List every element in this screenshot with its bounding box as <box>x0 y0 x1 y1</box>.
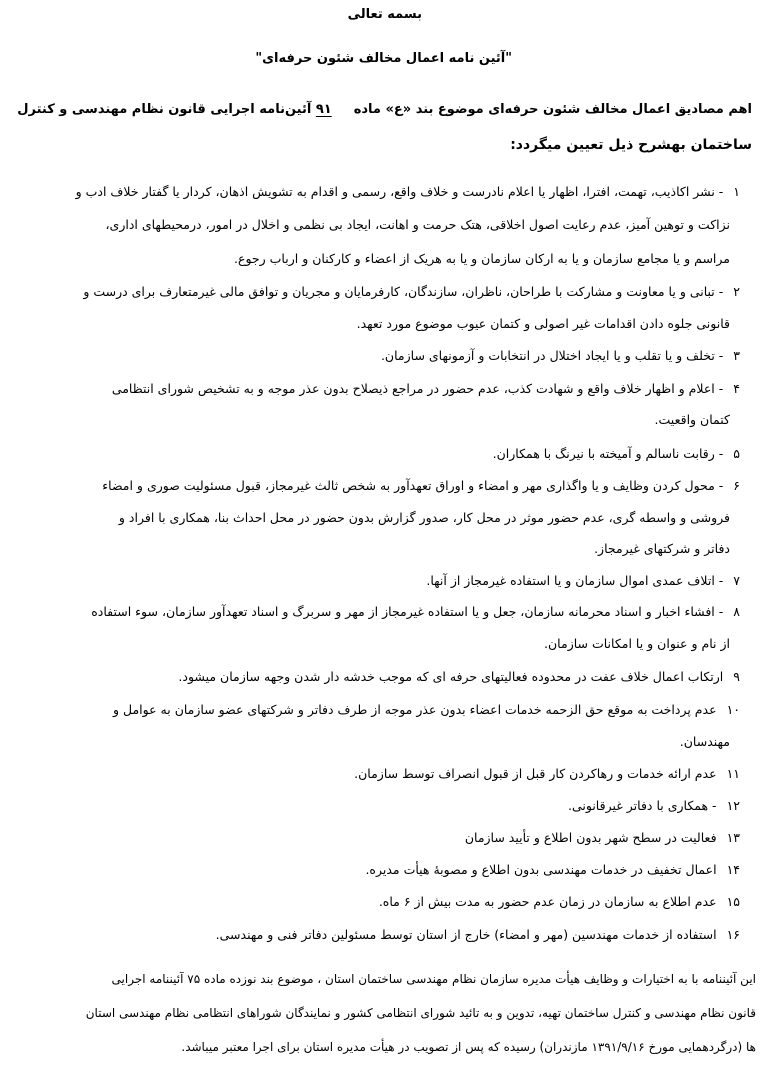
list-item <box>354 768 740 781</box>
item-text: - اتلاف عمدی اموال سازمان و یا استفاده غیرمجاز از آنها. <box>426 573 724 588</box>
list-item-continuation: کتمان واقعیت. <box>654 412 730 427</box>
item-text: عدم اطلاع به سازمان در زمان عدم حضور به مدت بیش از ۶ ماه. <box>378 894 717 909</box>
list-item <box>178 671 740 684</box>
item-number: ۲ <box>733 284 740 299</box>
closing-paragraph-line-1: این آئیننامه با به اختیارات و وظایف هیأت مدیره سازمان نظام مهندسی ساختمان استان ، موضوع بند نوزده ماده ۷۵ آئیننامه اجرایی <box>111 972 756 986</box>
item-text: - تبانی و یا معاونت و مشارکت با طراحان، ناظران، سازندگان، کارفرمایان و مجریان و توافق مالی غیرمتعارف برای درست و <box>83 284 724 299</box>
bismillah-heading: بسمه تعالی <box>347 7 422 22</box>
list-item <box>102 480 740 493</box>
list-item-continuation: نزاکت و توهین آمیز، عدم رعایت اصول اخلاقی، هتک حرمت و اهانت، ایجاد بی نظمی و اخلال در امور، درمحیطهای اداری، <box>105 217 730 232</box>
item-number: ۱ <box>733 184 740 199</box>
item-text: فعالیت در سطح شهر بدون اطلاع و تأیید سازمان <box>464 830 717 845</box>
item-number: ۵ <box>733 446 740 461</box>
item-text: استفاده از خدمات مهندسین (مهر و امضاء) خارج از استان توسط مسئولین دفاتر فنی و مهندسی. <box>215 927 717 942</box>
item-text: - افشاء اخبار و اسناد محرمانه سازمان، جعل و یا استفاده غیرمجاز از مهر و سربرگ و اسناد تعهدآور سازمان، سوء استفاده <box>91 604 724 619</box>
item-number: ۳ <box>733 348 740 363</box>
item-text: عدم ارائه خدمات و رهاکردن کار قبل از قبول انصراف توسط سازمان. <box>354 766 717 781</box>
item-text: - تخلف و یا تقلب و یا ایجاد اختلال در انتخابات و آزمونهای سازمان. <box>380 348 724 363</box>
intro-text-part-1: اهم مصادیق اعمال مخالف شئون حرفه‌ای موضوع بند «ع» ماده <box>353 102 752 117</box>
item-number: ۸ <box>733 604 740 619</box>
item-text: - رقابت ناسالم و آمیخته با نیرنگ با همکاران. <box>492 446 724 461</box>
item-text: - نشر اکاذیب، تهمت، افترا، اظهار یا اعلام نادرست و خلاف واقع، رسمی و اقدام به تشویش اذهان، کردار یا گفتار خلاف ادب و <box>75 184 724 199</box>
item-number: ۱۴ <box>726 862 740 877</box>
item-text: - اعلام و اظهار خلاف واقع و شهادت کذب، عدم حضور در مراجع ذیصلاح بدون عذر موجه و به تشخیص شورای انتظامی <box>111 381 724 396</box>
item-number: ۷ <box>733 573 740 588</box>
document-title: "آئین نامه اعمال مخالف شئون حرفه‌ای" <box>255 51 512 66</box>
list-item <box>426 575 740 588</box>
list-item <box>76 186 740 199</box>
intro-article-number: ۹۱ <box>315 102 332 117</box>
intro-line-2: ساختمان بهشرح ذیل تعیین میگردد: <box>510 137 752 153</box>
list-item <box>365 864 740 877</box>
list-item <box>568 800 740 813</box>
item-number: ۴ <box>733 381 740 396</box>
item-text: - محول کردن وظایف و یا واگذاری مهر و امضاء و اوراق تعهدآور به شخص ثالث غیرمجاز، قبول مسئولیت صوری و امضاء <box>102 478 724 493</box>
list-item <box>91 606 740 619</box>
item-number: ۹ <box>733 669 740 684</box>
list-item <box>83 286 740 299</box>
list-item-continuation: دفاتر و شرکتهای غیرمجاز. <box>594 541 730 556</box>
closing-paragraph-line-3: ها (درگردهمایی مورخ ۱۳۹۱/۹/۱۶ مازندران) رسیده که پس از تصویب در هیأت مدیره استان برای اجرا معتبر میباشد. <box>181 1040 756 1054</box>
list-item <box>493 448 740 461</box>
item-number: ۱۶ <box>726 927 740 942</box>
item-text: عدم پرداخت به موقع حق الزحمه خدمات اعضاء بدون عذر موجه از طرف دفاتر و شرکتهای عضو سازمان به عوامل و <box>113 702 717 717</box>
item-number: ۱۳ <box>726 830 740 845</box>
list-item-continuation: مراسم و یا مجامع سازمان و یا به ارکان سازمان و یا به هریک از اعضاء و کارکنان و ارباب رجوع. <box>234 251 730 266</box>
item-number: ۱۰ <box>726 702 740 717</box>
list-item <box>216 929 740 942</box>
list-item-continuation: از نام و عنوان و یا امکانات سازمان. <box>544 636 730 651</box>
item-text: ارتکاب اعمال خلاف عفت در محدوده فعالیتهای حرفه ای که موجب خدشه دار شدن وجهه سازمان میشود. <box>178 669 724 684</box>
list-item-continuation: قانونی جلوه دادن اقدامات غیر اصولی و کتمان عیوب موضوع مورد تعهد. <box>356 316 730 331</box>
item-text: اعمال تخفیف در خدمات مهندسی بدون اطلاع و مصوبهٔ هیأت مدیره. <box>365 862 717 877</box>
item-number: ۱۵ <box>726 894 740 909</box>
item-number: ۱۱ <box>726 766 740 781</box>
list-item-continuation: مهندسان. <box>679 734 730 749</box>
item-number: ۶ <box>733 478 740 493</box>
intro-text-part-2: آئین‌نامه اجرایی قانون نظام مهندسی و کنترل <box>17 102 312 117</box>
list-item <box>112 383 740 396</box>
closing-paragraph-line-2: قانون نظام مهندسی و کنترل ساختمان تهیه، تدوین و به تائید شورای انتظامی کشور و نمایندگان شوراهای انتظامی نظام مهندسی استان <box>85 1006 756 1020</box>
list-item <box>379 896 740 909</box>
list-item <box>465 832 740 845</box>
list-item-continuation: فروشی و واسطه گری، عدم حضور موثر در محل کار، صدور گزارش بدون حضور در محل احداث بنا، همکاری با افراد و <box>118 510 730 525</box>
item-number: ۱۲ <box>726 798 740 813</box>
list-item <box>113 704 740 717</box>
list-item <box>381 350 740 363</box>
intro-line-1 <box>17 103 752 116</box>
item-text: - همکاری با دفاتر غیرقانونی. <box>567 798 717 813</box>
